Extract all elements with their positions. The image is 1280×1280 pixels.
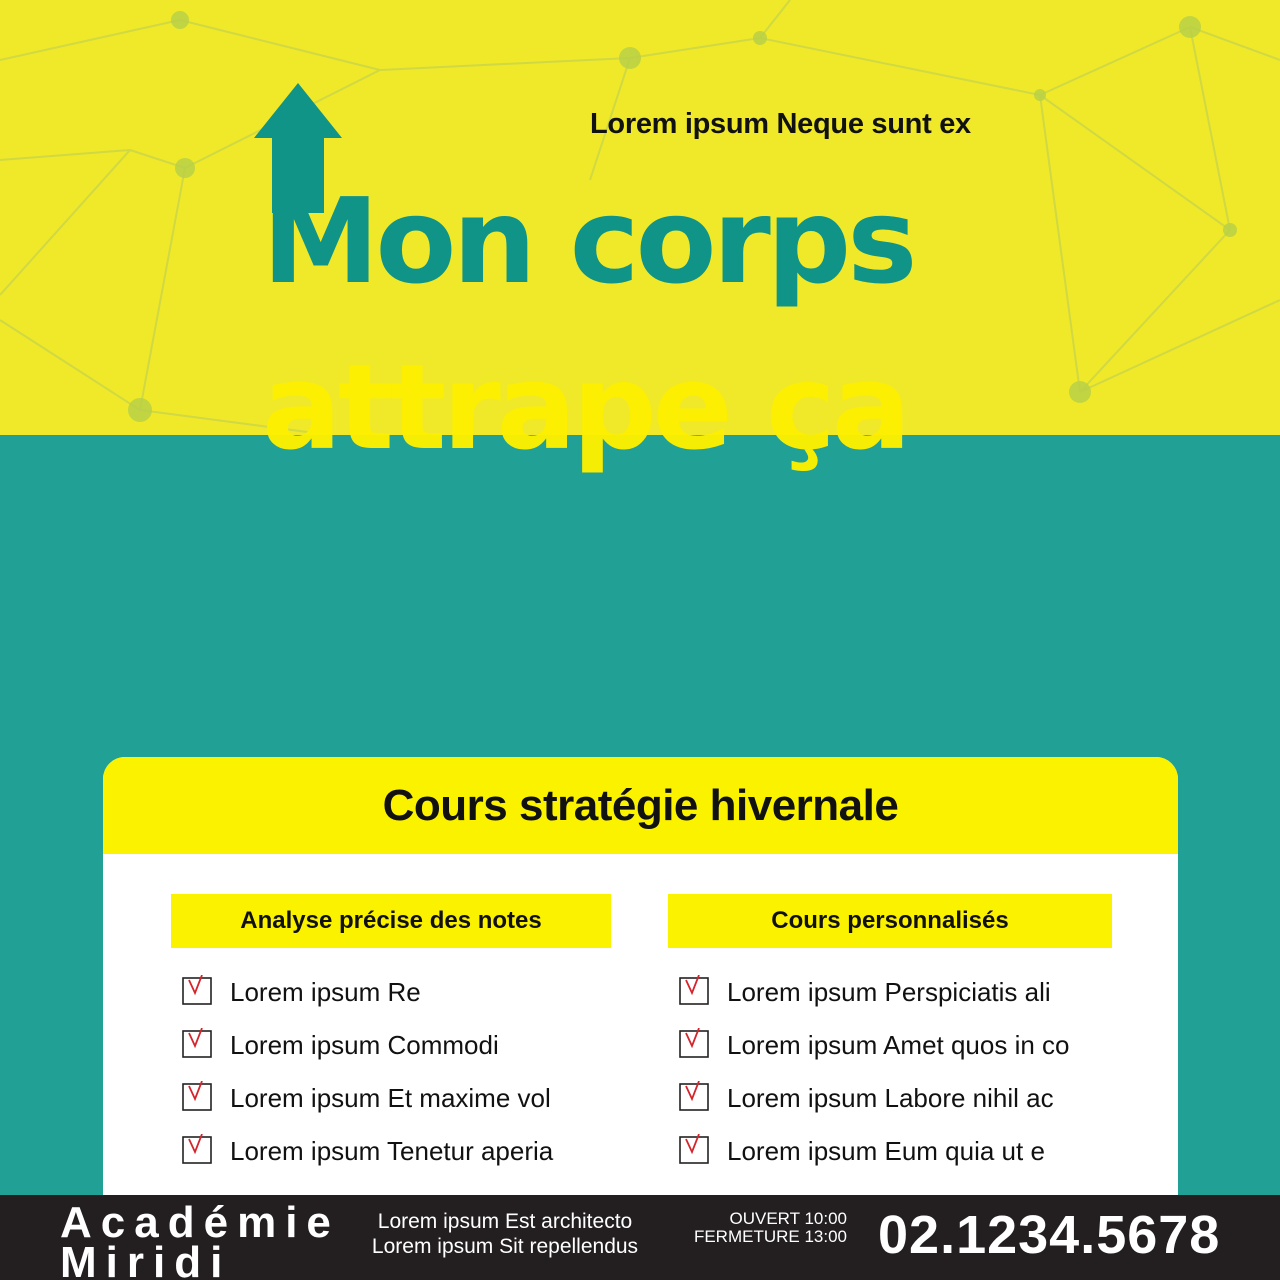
course-card [103, 757, 1178, 1217]
feature-list [668, 966, 1112, 1178]
checkbox-checked-icon [182, 1134, 212, 1164]
opening-hours [675, 1210, 847, 1246]
list-item [668, 1072, 1112, 1125]
list-item-label: Lorem ipsum Labore nihil ac [727, 1083, 1054, 1113]
list-item [171, 1072, 611, 1125]
list-item-label: Lorem ipsum Et maxime vol [230, 1083, 551, 1113]
list-item-label: Lorem ipsum Perspiciatis ali [727, 977, 1051, 1007]
column-heading: Cours personnalisés [668, 894, 1112, 948]
checkbox-checked-icon [679, 1134, 709, 1164]
footer-bar [0, 1195, 1280, 1280]
checkbox-checked-icon [182, 975, 212, 1005]
hero-headline: Mon corps [262, 172, 914, 310]
list-item-label: Lorem ipsum Commodi [230, 1030, 499, 1060]
hero-eyebrow: Lorem ipsum Neque sunt ex [590, 108, 971, 140]
list-item-label: Lorem ipsum Amet quos in co [727, 1030, 1070, 1060]
phone-number[interactable]: 02.1234.5678 [878, 1205, 1221, 1265]
card-header [103, 757, 1178, 854]
feature-list [171, 966, 611, 1178]
list-item [171, 966, 611, 1019]
checkbox-checked-icon [182, 1081, 212, 1111]
hours-close: FERMETURE 13:00 [693, 1227, 847, 1246]
feature-column-right [668, 894, 1112, 1178]
checkbox-checked-icon [182, 1028, 212, 1058]
list-item [668, 966, 1112, 1019]
card-title: Cours stratégie hivernale [382, 780, 899, 830]
list-item [668, 1019, 1112, 1072]
checkbox-checked-icon [679, 1028, 709, 1058]
checkbox-checked-icon [679, 1081, 709, 1111]
footer-info-line: Lorem ipsum Est architecto [377, 1210, 633, 1233]
list-item [668, 1125, 1112, 1178]
list-item [171, 1125, 611, 1178]
footer-info-line: Lorem ipsum Sit repellendus [371, 1235, 639, 1258]
brand-name: Académie Miridi [60, 1198, 340, 1280]
hours-open: OUVERT 10:00 [729, 1209, 847, 1228]
hero-subhead: attrape ça [262, 338, 908, 476]
list-item-label: Lorem ipsum Eum quia ut e [727, 1136, 1045, 1166]
list-item-label: Lorem ipsum Re [230, 977, 421, 1007]
footer-info [345, 1209, 665, 1259]
column-heading: Analyse précise des notes [171, 894, 611, 948]
list-item-label: Lorem ipsum Tenetur aperia [230, 1136, 554, 1166]
checkbox-checked-icon [679, 975, 709, 1005]
list-item [171, 1019, 611, 1072]
feature-column-left [171, 894, 611, 1178]
